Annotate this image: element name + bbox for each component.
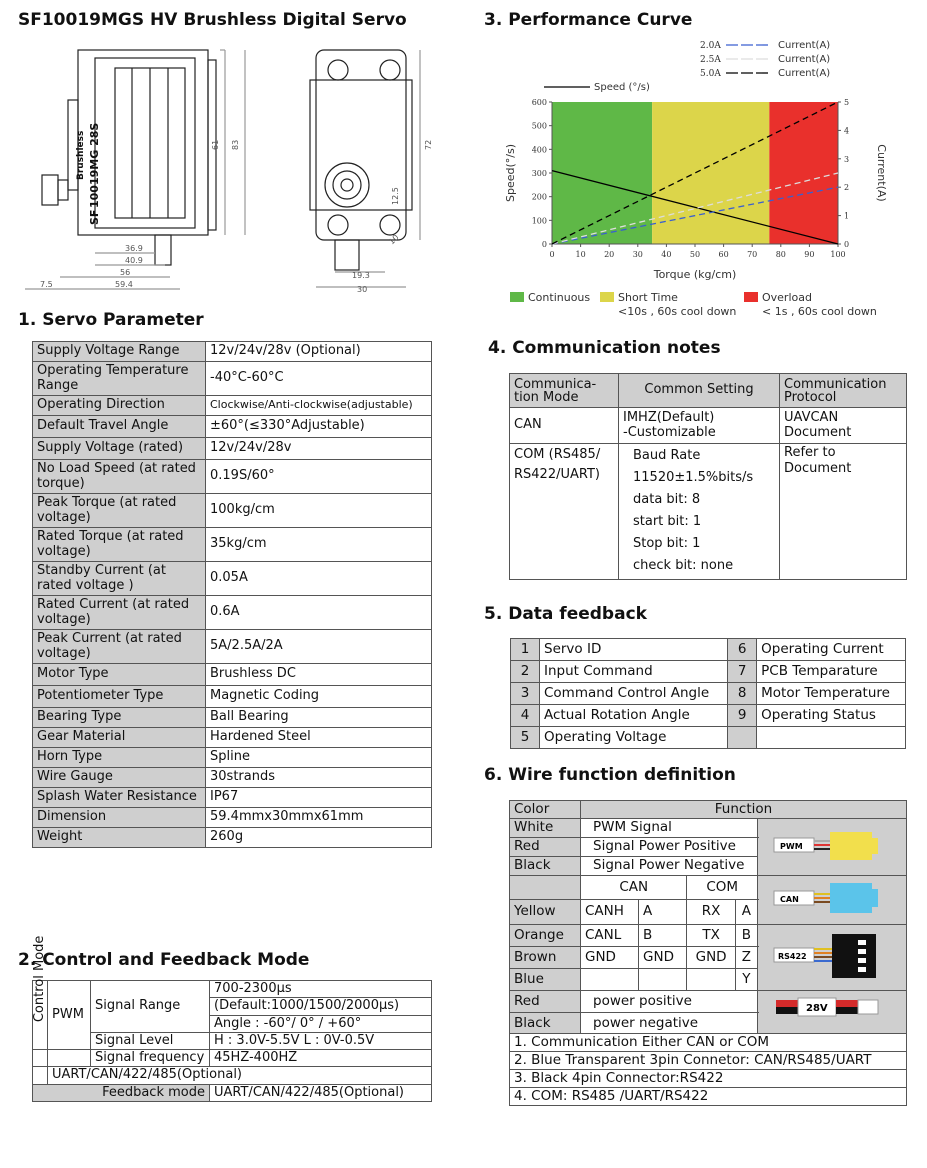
zone-legend-swatch xyxy=(744,292,758,302)
param-value: Magnetic Coding xyxy=(206,686,432,708)
x-tick-label: 100 xyxy=(830,250,846,259)
comm-com-protocol: Refer to Document xyxy=(780,444,907,580)
param-key: No Load Speed (at rated torque) xyxy=(33,460,206,494)
param-row xyxy=(33,528,432,562)
x-tick-label: 20 xyxy=(604,250,615,259)
param-row xyxy=(33,596,432,630)
zone-legend-sub: < 1s , 60s cool down xyxy=(762,305,877,318)
x-tick-label: 70 xyxy=(747,250,758,259)
signal-range-label: Signal Range xyxy=(91,981,210,1033)
data-feedback-table xyxy=(510,638,906,749)
feedback-num: 3 xyxy=(511,683,540,705)
param-key: Motor Type xyxy=(33,664,206,686)
legend-speed-label: Speed (°/s) xyxy=(594,82,650,93)
y2-tick-label: 5 xyxy=(844,98,850,107)
param-row xyxy=(33,664,432,686)
wire-y: Y xyxy=(735,969,757,991)
pwm-connector-cell xyxy=(758,818,907,875)
param-row xyxy=(33,438,432,460)
wire-b: B xyxy=(639,924,687,946)
wire-canl: CANL xyxy=(581,924,639,946)
wire-black2: Black xyxy=(510,1012,581,1033)
wire-z: Z xyxy=(735,946,757,968)
power-connector-icon xyxy=(762,992,892,1028)
param-row xyxy=(33,460,432,494)
feedback-num: 1 xyxy=(511,639,540,661)
dim-19-3: 19.3 xyxy=(352,271,370,280)
param-value: 35kg/cm xyxy=(206,528,432,562)
can-connector-icon xyxy=(762,877,892,919)
signal-range-v2: (Default:1000/1500/2000μs) xyxy=(210,998,432,1015)
feedback-label: Servo ID xyxy=(540,639,728,661)
wire-rx: RX xyxy=(687,900,735,924)
servo-label-model: 10019MG 28S xyxy=(88,122,101,208)
rs422-connector-cell xyxy=(758,924,907,991)
comm-h2: Common Setting xyxy=(619,374,780,408)
zone-short-time xyxy=(652,102,769,244)
servo-drawing xyxy=(20,40,460,295)
x-tick-label: 40 xyxy=(661,250,672,259)
zone-legend-swatch xyxy=(510,292,524,302)
feedback-num: 4 xyxy=(511,705,540,727)
param-value: 5A/2.5A/2A xyxy=(206,630,432,664)
comm-can-protocol: UAVCAN Document xyxy=(780,408,907,444)
wire-white: White xyxy=(510,818,581,837)
dim-10: 10 xyxy=(387,232,401,247)
y-tick-label: 200 xyxy=(531,192,547,202)
wire-gnd2: GND xyxy=(639,946,687,968)
wire-pow-pos: power positive xyxy=(581,991,758,1012)
zone-continuous xyxy=(552,102,652,244)
param-key: Default Travel Angle xyxy=(33,416,206,438)
comm-h1: Communica-tion Mode xyxy=(510,374,619,408)
y-tick-label: 100 xyxy=(531,216,547,226)
uart-optional: UART/CAN/422/485(Optional) xyxy=(48,1067,432,1084)
y-tick-label: 500 xyxy=(531,121,547,131)
param-key: Weight xyxy=(33,828,206,848)
y-tick-label: 0 xyxy=(541,240,547,249)
wire-pwm-signal: PWM Signal xyxy=(581,818,758,837)
performance-heading: 3. Performance Curve xyxy=(484,10,693,30)
param-key: Rated Torque (at rated voltage) xyxy=(33,528,206,562)
wire-red: Red xyxy=(510,837,581,856)
dim-56: 56 xyxy=(120,268,131,277)
wire-blue: Blue xyxy=(510,969,581,991)
zone-legend-swatch xyxy=(600,292,614,302)
wire-note-1: 1. Communication Either CAN or COM xyxy=(510,1034,907,1052)
param-key: Supply Voltage (rated) xyxy=(33,438,206,460)
wire-a2: A xyxy=(735,900,757,924)
feedback-label: Command Control Angle xyxy=(540,683,728,705)
wire-tx: TX xyxy=(687,924,735,946)
dim-40-9: 40.9 xyxy=(125,256,143,265)
servo-param-heading: 1. Servo Parameter xyxy=(18,310,204,330)
wire-note-2: 2. Blue Transparent 3pin Connetor: CAN/RS485/UART xyxy=(510,1052,907,1070)
comm-can: CAN xyxy=(510,408,619,444)
param-key: Rated Current (at rated voltage) xyxy=(33,596,206,630)
feedback-num: 7 xyxy=(728,661,757,683)
signal-freq-label: Signal frequency xyxy=(91,1050,210,1067)
param-value: 12v/24v/28v xyxy=(206,438,432,460)
wire-gnd1: GND xyxy=(581,946,639,968)
x-tick-label: 30 xyxy=(632,250,643,259)
param-row xyxy=(33,748,432,768)
feedback-num: 8 xyxy=(728,683,757,705)
feedback-num: 2 xyxy=(511,661,540,683)
can-connector-label: CAN xyxy=(780,894,799,904)
legend-current-label: Current(A) xyxy=(778,68,831,79)
feedback-label: PCB Temparature xyxy=(757,661,906,683)
pwm-label: PWM xyxy=(48,981,91,1050)
dim-83: 83 xyxy=(231,139,240,150)
param-row xyxy=(33,396,432,416)
wire-note-3: 3. Black 4pin Connector:RS422 xyxy=(510,1069,907,1087)
y-tick-label: 600 xyxy=(531,98,547,107)
param-row xyxy=(33,630,432,664)
feedback-num: 5 xyxy=(511,727,540,749)
param-row xyxy=(33,416,432,438)
param-value: Clockwise/Anti-clockwise(adjustable) xyxy=(206,396,432,416)
pwm-connector-icon xyxy=(762,820,892,870)
zone-legend-label: Overload xyxy=(762,291,812,304)
param-row xyxy=(33,728,432,748)
param-value: 100kg/cm xyxy=(206,494,432,528)
feedback-row xyxy=(511,661,906,683)
wire-brown: Brown xyxy=(510,946,581,968)
param-key: Potentiometer Type xyxy=(33,686,206,708)
feedback-row xyxy=(511,705,906,727)
param-key: Bearing Type xyxy=(33,708,206,728)
dim-72: 72 xyxy=(424,139,433,150)
param-key: Operating Direction xyxy=(33,396,206,416)
wire-yellow: Yellow xyxy=(510,900,581,924)
legend-current-value: 5.0A xyxy=(700,69,721,79)
param-key: Horn Type xyxy=(33,748,206,768)
rs422-connector-icon xyxy=(762,926,892,986)
data-feedback-heading: 5. Data feedback xyxy=(484,604,647,624)
feedback-row xyxy=(511,639,906,661)
feedback-mode-label: Feedback mode xyxy=(33,1084,210,1101)
param-key: Supply Voltage Range xyxy=(33,342,206,362)
param-key: Dimension xyxy=(33,808,206,828)
param-value: Hardened Steel xyxy=(206,728,432,748)
param-value: -40°C-60°C xyxy=(206,362,432,396)
feedback-label xyxy=(757,727,906,749)
param-value: 260g xyxy=(206,828,432,848)
y2-tick-label: 0 xyxy=(844,240,850,249)
param-row xyxy=(33,686,432,708)
dim-61: 61 xyxy=(211,139,220,150)
feedback-num xyxy=(728,727,757,749)
wire-b2: B xyxy=(735,924,757,946)
param-row xyxy=(33,768,432,788)
wire-gnd3: GND xyxy=(687,946,735,968)
y2-tick-label: 3 xyxy=(844,154,850,164)
feedback-label: Operating Current xyxy=(757,639,906,661)
param-row xyxy=(33,788,432,808)
x-tick-label: 60 xyxy=(718,250,729,259)
can-connector-cell xyxy=(758,875,907,924)
legend-current-value: 2.0A xyxy=(700,41,721,51)
feedback-label: Operating Status xyxy=(757,705,906,727)
comm-h3: Communication Protocol xyxy=(780,374,907,408)
param-value: 0.19S/60° xyxy=(206,460,432,494)
dim-59-4: 59.4 xyxy=(115,280,133,289)
zone-legend-sub: <10s , 60s cool down xyxy=(618,305,737,318)
x-tick-label: 50 xyxy=(689,250,701,259)
power-connector-cell xyxy=(758,991,907,1034)
param-row xyxy=(33,562,432,596)
legend-current-label: Current(A) xyxy=(778,40,831,51)
y2-tick-label: 4 xyxy=(844,126,850,136)
zone-overload xyxy=(769,102,838,244)
param-value: 59.4mmx30mmx61mm xyxy=(206,808,432,828)
wire-h-function: Function xyxy=(581,801,907,819)
control-mode-heading: 2. Control and Feedback Mode xyxy=(18,950,310,970)
wire-a: A xyxy=(639,900,687,924)
param-key: Peak Current (at rated voltage) xyxy=(33,630,206,664)
wire-func-heading: 6. Wire function definition xyxy=(484,765,736,785)
wire-note-4: 4. COM: RS485 /UART/RS422 xyxy=(510,1087,907,1105)
comm-notes-heading: 4. Communication notes xyxy=(488,338,721,358)
param-row xyxy=(33,494,432,528)
signal-level-value: H : 3.0V-5.5V L : 0V-0.5V xyxy=(210,1032,432,1049)
x-tick-label: 90 xyxy=(804,250,815,259)
y2-tick-label: 1 xyxy=(844,211,850,221)
param-row xyxy=(33,828,432,848)
param-key: Gear Material xyxy=(33,728,206,748)
signal-level-label: Signal Level xyxy=(91,1032,210,1049)
signal-range-v1: 700-2300μs xyxy=(210,981,432,998)
wire-com-header: COM xyxy=(687,875,758,899)
param-row xyxy=(33,342,432,362)
param-row xyxy=(33,808,432,828)
param-value: Brushless DC xyxy=(206,664,432,686)
param-value: Spline xyxy=(206,748,432,768)
comm-com-setting: Baud Rate 11520±1.5%bits/s data bit: 8 start bit: 1 Stop bit: 1 check bit: none xyxy=(619,444,780,580)
feedback-mode-value: UART/CAN/422/485(Optional) xyxy=(210,1084,432,1101)
zone-legend-label: Continuous xyxy=(528,291,591,304)
comm-com: COM (RS485/ RS422/UART) xyxy=(510,444,619,580)
zone-legend-label: Short Time xyxy=(618,291,678,304)
feedback-num: 6 xyxy=(728,639,757,661)
param-key: Wire Gauge xyxy=(33,768,206,788)
param-row xyxy=(33,708,432,728)
y-tick-label: 300 xyxy=(531,169,547,178)
dim-12-5: 12.5 xyxy=(391,187,400,205)
signal-range-v3: Angle : -60°/ 0° / +60° xyxy=(210,1015,432,1032)
signal-freq-value: 45HZ-400HZ xyxy=(210,1050,432,1067)
dim-30: 30 xyxy=(357,285,368,294)
param-key: Standby Current (at rated voltage ) xyxy=(33,562,206,596)
feedback-row xyxy=(511,727,906,749)
param-value: Ball Bearing xyxy=(206,708,432,728)
wire-h-color: Color xyxy=(510,801,581,819)
rs422-connector-label: RS422 xyxy=(778,951,807,961)
comm-notes-table xyxy=(509,373,907,580)
feedback-label: Motor Temperature xyxy=(757,683,906,705)
wire-red2: Red xyxy=(510,991,581,1012)
page-title: SF10019MGS HV Brushless Digital Servo xyxy=(18,10,407,30)
servo-label-brushless: Brushless xyxy=(76,130,86,180)
power-connector-label: 28V xyxy=(806,1003,828,1015)
param-key: Operating Temperature Range xyxy=(33,362,206,396)
pwm-connector-label: PWM xyxy=(780,841,803,851)
y-tick-label: 400 xyxy=(531,145,547,155)
servo-label-sf: SF xyxy=(88,209,101,225)
param-key: Splash Water Resistance xyxy=(33,788,206,808)
performance-chart xyxy=(490,36,910,326)
servo-param-table xyxy=(32,341,432,848)
x-tick-label: 0 xyxy=(549,250,555,259)
param-key: Peak Torque (at rated voltage) xyxy=(33,494,206,528)
wire-pow-neg: power negative xyxy=(581,1012,758,1033)
wire-sig-neg: Signal Power Negative xyxy=(581,856,758,875)
y2-tick-label: 2 xyxy=(844,183,850,193)
dim-36-9: 36.9 xyxy=(125,244,143,253)
dim-7-5: 7.5 xyxy=(40,280,53,289)
x-tick-label: 80 xyxy=(775,250,786,259)
wire-can-header: CAN xyxy=(581,875,687,899)
comm-can-setting: IMHZ(Default) -Customizable xyxy=(619,408,780,444)
param-value: 0.6A xyxy=(206,596,432,630)
feedback-num: 9 xyxy=(728,705,757,727)
feedback-label: Actual Rotation Angle xyxy=(540,705,728,727)
y2-axis-label: Current(A) xyxy=(875,144,888,202)
legend-current-value: 2.5A xyxy=(700,55,721,65)
param-value: 12v/24v/28v (Optional) xyxy=(206,342,432,362)
wire-sig-pos: Signal Power Positive xyxy=(581,837,758,856)
feedback-label: Input Command xyxy=(540,661,728,683)
param-value: 30strands xyxy=(206,768,432,788)
param-value: IP67 xyxy=(206,788,432,808)
wire-black: Black xyxy=(510,856,581,875)
y-axis-label: Speed(°/s) xyxy=(504,143,517,203)
wire-func-table xyxy=(509,800,907,1106)
param-value: ±60°(≤330°Adjustable) xyxy=(206,416,432,438)
param-row xyxy=(33,362,432,396)
control-mode-label: Control Mode xyxy=(33,981,48,1050)
param-value: 0.05A xyxy=(206,562,432,596)
wire-orange: Orange xyxy=(510,924,581,946)
feedback-row xyxy=(511,683,906,705)
feedback-label: Operating Voltage xyxy=(540,727,728,749)
wire-canh: CANH xyxy=(581,900,639,924)
x-tick-label: 10 xyxy=(575,250,586,259)
legend-current-label: Current(A) xyxy=(778,54,831,65)
x-axis-label: Torque (kg/cm) xyxy=(653,268,737,281)
